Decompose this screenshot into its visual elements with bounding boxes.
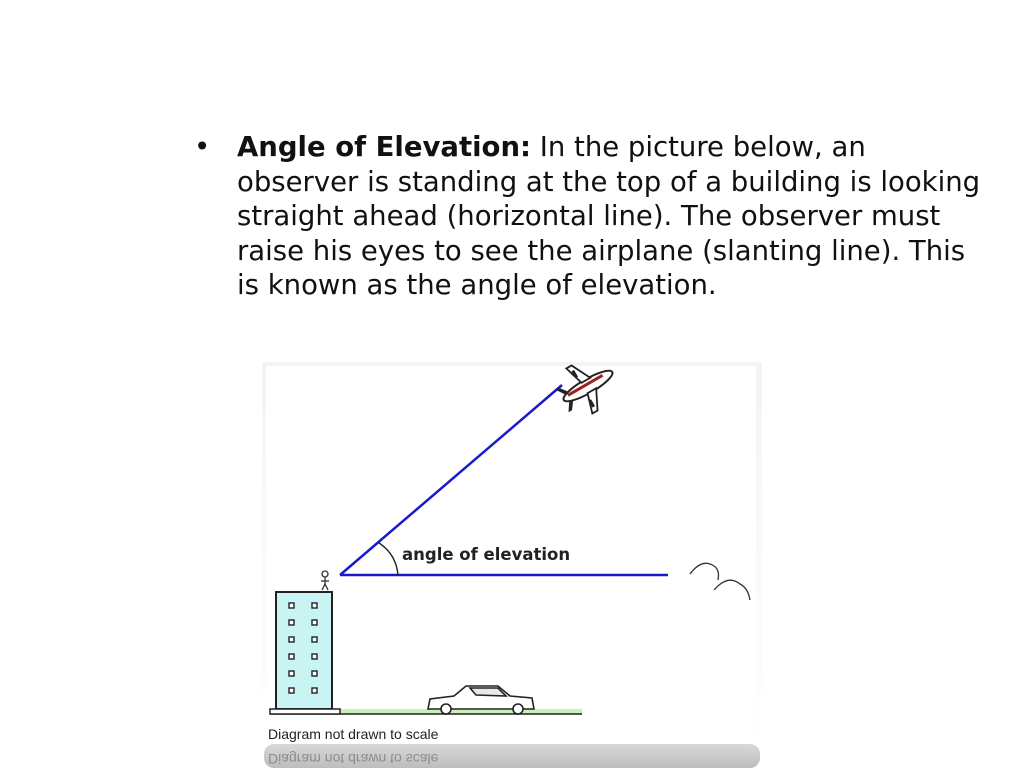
building — [270, 592, 340, 714]
bullet-text — [237, 130, 994, 303]
bullet-paragraph — [194, 130, 994, 303]
diagram-caption-reflection — [268, 751, 439, 767]
elevation-diagram — [262, 352, 762, 768]
bullet-marker: • — [194, 131, 211, 163]
bullet-body: In the picture below, an observer is standing at the top of a building is looking straight ahead (horizontal line). The observer must raise his eyes to see the airplane (slanting line). This is known as the angle of elevation. — [237, 131, 981, 301]
svg-text:Diagram not drawn to scale: Diagram not drawn to scale — [268, 751, 439, 767]
elevation-diagram-svg — [262, 352, 762, 768]
building-base — [270, 709, 340, 714]
diagram-caption: Diagram not drawn to scale — [268, 726, 439, 742]
bullet-title: Angle of Elevation: — [237, 131, 532, 163]
building-body — [276, 592, 332, 709]
angle-label: angle of elevation — [402, 545, 571, 564]
